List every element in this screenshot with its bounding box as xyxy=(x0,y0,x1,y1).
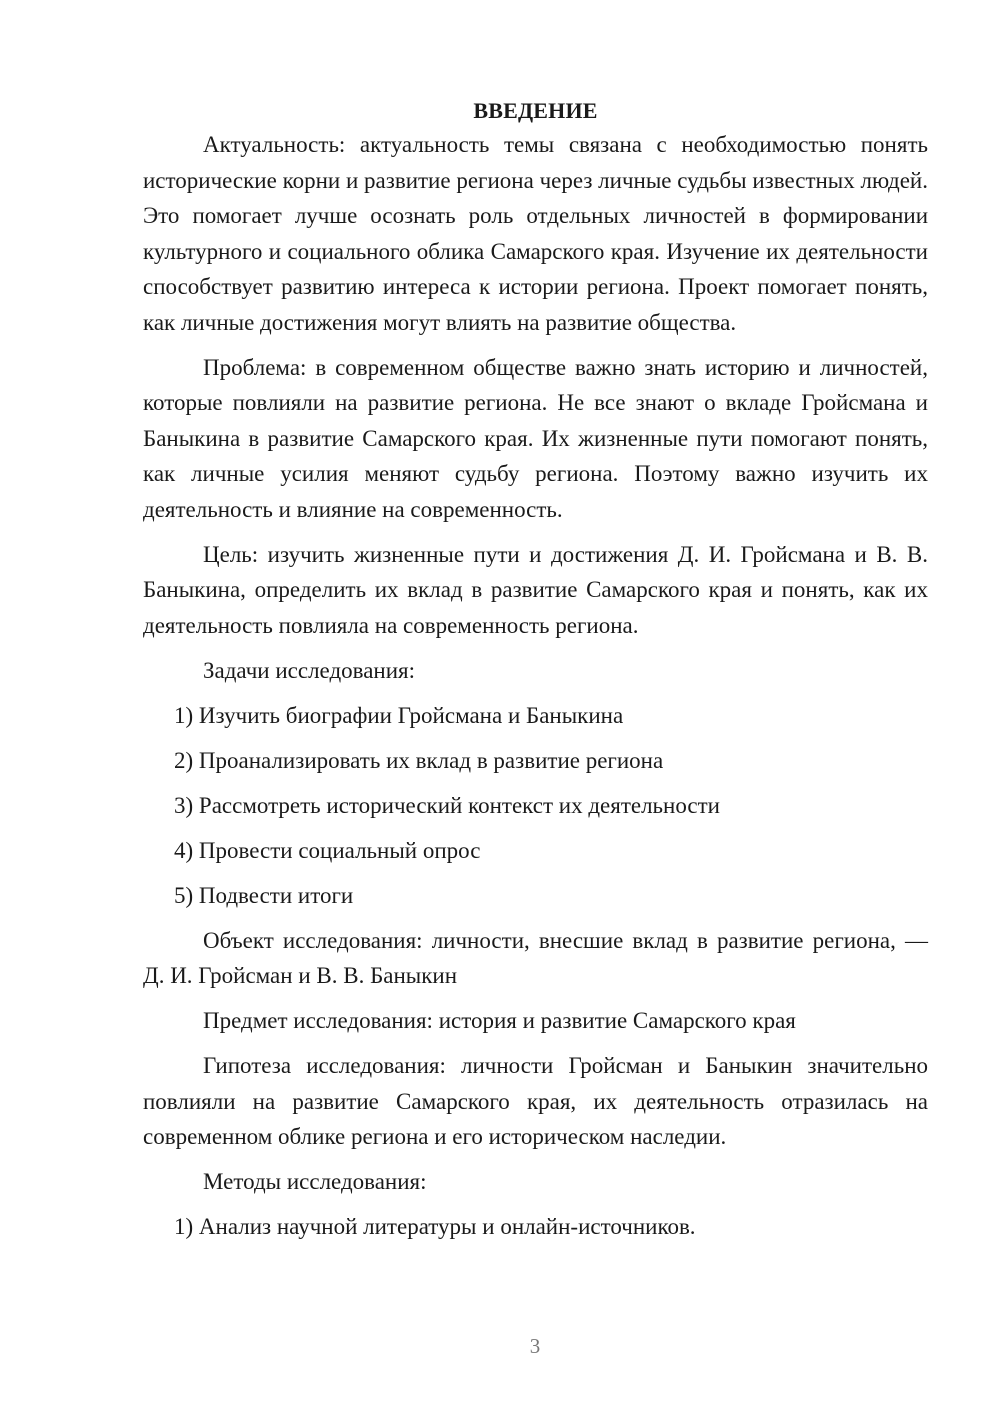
page-number: 3 xyxy=(529,1334,541,1358)
hypothesis-paragraph: Гипотеза исследования: личности Гройсман и Баныкин значительно повлияли на развитие Самарского края, их деятельность отразилась на современном облике региона и его историческом наследии. xyxy=(143,1053,928,1149)
task-item-3: 3) Рассмотреть исторический контекст их деятельности xyxy=(174,792,720,818)
task-item-4: 4) Провести социальный опрос xyxy=(174,837,481,863)
page-content xyxy=(143,95,928,1254)
methods-heading: Методы исследования: xyxy=(203,1169,427,1194)
task-item-5: 5) Подвести итоги xyxy=(174,882,354,908)
section-title: ВВЕДЕНИЕ xyxy=(473,98,598,123)
problem-paragraph: Проблема: в современном обществе важно знать историю и личностей, которые повлияли на развитие региона. Не все знают о вкладе Гройсмана и Баныкина в развитие Самарского края. Их жизненные пути помогают понять, как личные усилия меняют судьбу региона. Поэтому важно изучить их деятельность и влияние на современность. xyxy=(143,354,928,522)
method-item-1: 1) Анализ научной литературы и онлайн-источников. xyxy=(174,1214,696,1239)
relevance-paragraph: Актуальность: актуальность темы связана с необходимостью понять исторические корни и развитие региона через личные судьбы известных людей. Это помогает лучше осознать роль отдельных личностей в формировании культурного и социального облика Самарского края. Изучение их деятельности способствует развитию интереса к истории региона. Проект помогает понять, как личные достижения могут влиять на развитие общества. xyxy=(143,132,928,335)
object-paragraph: Объект исследования: личности, внесшие вклад в развитие региона, — Д. И. Гройсман и В. В. Баныкин xyxy=(143,927,928,988)
subject-paragraph: Предмет исследования: история и развитие Самарского края xyxy=(203,1008,796,1033)
goal-paragraph: Цель: изучить жизненные пути и достижения Д. И. Гройсмана и В. В. Баныкина, определить их вклад в развитие Самарского края и понять, как их деятельность повлияла на современность региона. xyxy=(143,541,928,638)
tasks-heading: Задачи исследования: xyxy=(203,657,416,683)
task-item-1: 1) Изучить биографии Гройсмана и Баныкина xyxy=(174,702,624,728)
task-item-2: 2) Проанализировать их вклад в развитие региона xyxy=(174,747,664,773)
